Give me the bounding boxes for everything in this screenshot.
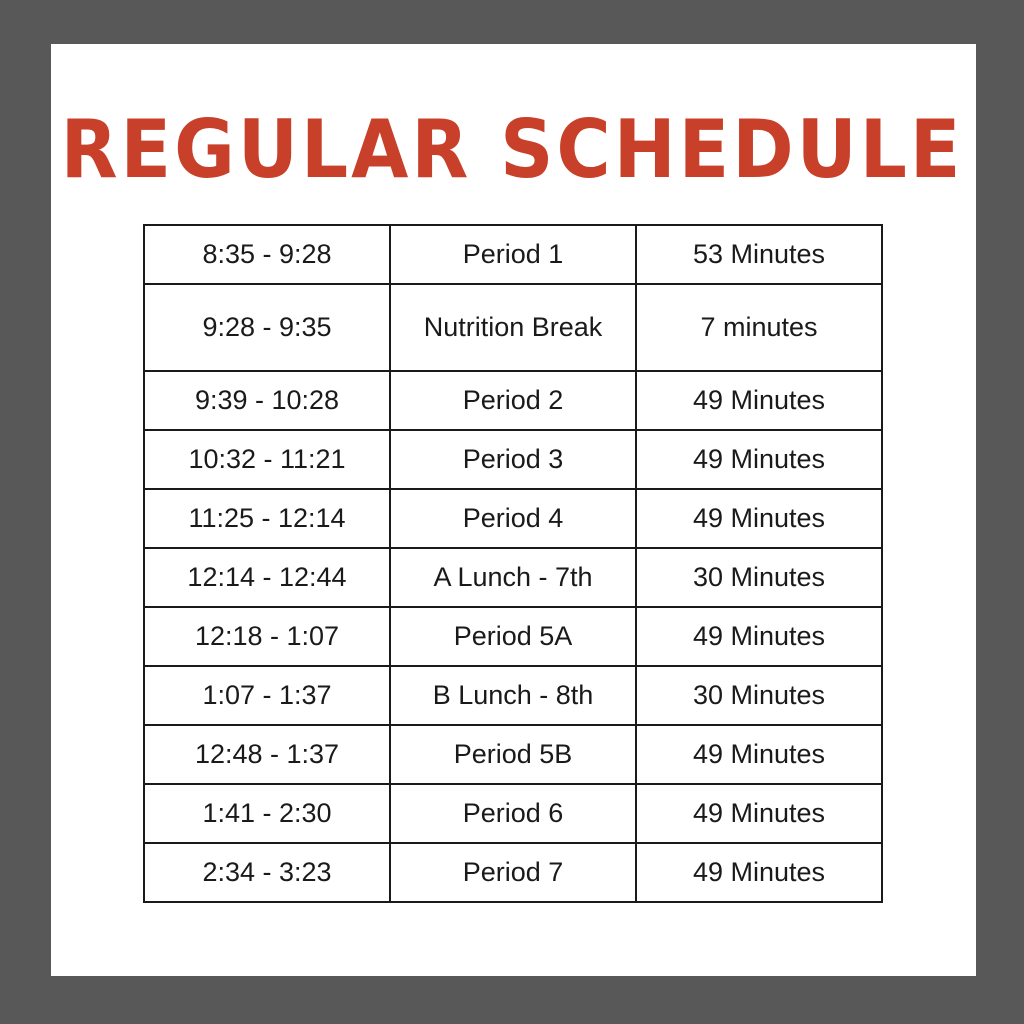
time-cell: 9:39 - 10:28 — [144, 371, 390, 430]
time-cell: 12:18 - 1:07 — [144, 607, 390, 666]
duration-cell: 30 Minutes — [636, 666, 882, 725]
table-row — [144, 225, 882, 284]
duration-cell: 49 Minutes — [636, 430, 882, 489]
period-cell: Nutrition Break — [390, 284, 636, 371]
duration-cell: 49 Minutes — [636, 371, 882, 430]
period-cell: A Lunch - 7th — [390, 548, 636, 607]
table-row — [144, 284, 882, 371]
table-row — [144, 548, 882, 607]
duration-cell: 49 Minutes — [636, 489, 882, 548]
period-cell: Period 6 — [390, 784, 636, 843]
period-cell: Period 4 — [390, 489, 636, 548]
table-row — [144, 371, 882, 430]
time-cell: 9:28 - 9:35 — [144, 284, 390, 371]
period-cell: Period 3 — [390, 430, 636, 489]
table-row — [144, 430, 882, 489]
time-cell: 12:14 - 12:44 — [144, 548, 390, 607]
time-cell: 2:34 - 3:23 — [144, 843, 390, 902]
duration-cell: 53 Minutes — [636, 225, 882, 284]
duration-cell: 49 Minutes — [636, 607, 882, 666]
table-row — [144, 725, 882, 784]
time-cell: 11:25 - 12:14 — [144, 489, 390, 548]
time-cell: 1:07 - 1:37 — [144, 666, 390, 725]
page-title: REGULAR SCHEDULE — [60, 103, 964, 197]
period-cell: Period 5A — [390, 607, 636, 666]
time-cell: 8:35 - 9:28 — [144, 225, 390, 284]
time-cell: 12:48 - 1:37 — [144, 725, 390, 784]
period-cell: Period 5B — [390, 725, 636, 784]
duration-cell: 49 Minutes — [636, 784, 882, 843]
duration-cell: 49 Minutes — [636, 725, 882, 784]
table-row — [144, 489, 882, 548]
duration-cell: 7 minutes — [636, 284, 882, 371]
duration-cell: 30 Minutes — [636, 548, 882, 607]
period-cell: Period 1 — [390, 225, 636, 284]
period-cell: Period 2 — [390, 371, 636, 430]
period-cell: B Lunch - 8th — [390, 666, 636, 725]
table-row — [144, 666, 882, 725]
table-row — [144, 607, 882, 666]
table-row — [144, 843, 882, 902]
duration-cell: 49 Minutes — [636, 843, 882, 902]
time-cell: 10:32 - 11:21 — [144, 430, 390, 489]
period-cell: Period 7 — [390, 843, 636, 902]
schedule-table — [143, 224, 883, 903]
time-cell: 1:41 - 2:30 — [144, 784, 390, 843]
table-row — [144, 784, 882, 843]
